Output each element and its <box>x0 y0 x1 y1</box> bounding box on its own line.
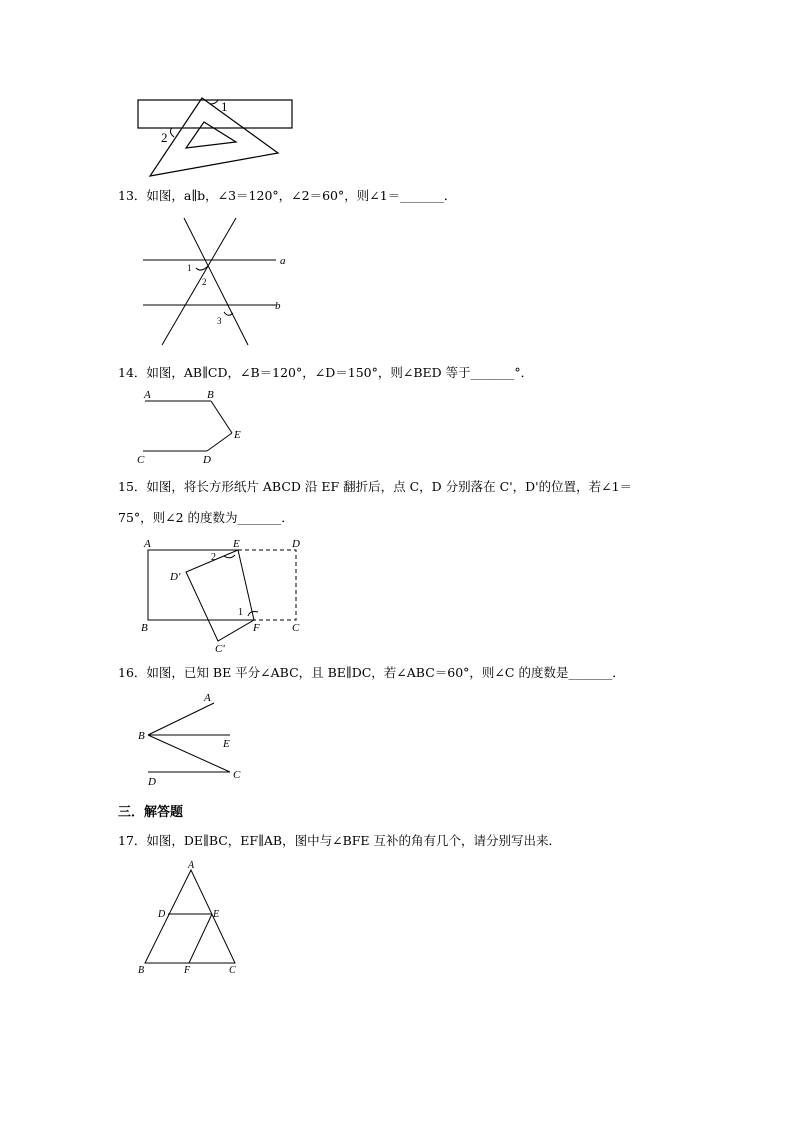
label-2: 2 <box>202 277 207 287</box>
label-F: F <box>253 622 260 634</box>
q13-text: 13．如图，a∥b，∠3＝120°，∠2＝60°，则∠1＝_______． <box>118 188 457 203</box>
label-B: B <box>207 389 214 401</box>
q12-label-2: 2 <box>161 130 168 145</box>
label-3: 3 <box>217 316 222 326</box>
label-E: E <box>234 429 241 441</box>
label-D: D <box>292 538 300 550</box>
ruler-rect <box>138 100 292 128</box>
label-B: B <box>138 730 145 742</box>
segment-bc <box>148 735 230 772</box>
q16-text: 16．如图，已知 BE 平分∠ABC，且 BE∥DC，若∠ABC＝60°，则∠C 的度数是_______． <box>118 665 625 680</box>
angle-2-arc <box>170 128 174 137</box>
q14-figure <box>135 388 255 468</box>
transversal-2 <box>162 218 236 345</box>
label-A: A <box>144 538 151 550</box>
ray-ba <box>148 703 214 735</box>
q14-text: 14．如图，AB∥CD，∠B＝120°，∠D＝150°，则∠BED 等于_______°． <box>118 365 534 380</box>
q13-figure <box>138 215 298 350</box>
q17-text: 17．如图，DE∥BC，EF∥AB，图中与∠BFE 互补的角有几个，请分别写出来． <box>118 833 562 848</box>
q12-figure <box>130 90 300 180</box>
q17-figure <box>135 860 245 980</box>
label-Cp: C' <box>215 643 225 655</box>
label-1: 1 <box>238 607 243 618</box>
label-2: 2 <box>211 552 216 563</box>
label-D: D <box>158 909 166 920</box>
label-A: A <box>188 860 195 871</box>
label-C: C <box>137 454 145 466</box>
q15-line1: 15．如图，将长方形纸片 ABCD 沿 EF 翻折后，点 C，D 分别落在 C'，D'的位置，若∠1＝ <box>118 479 633 494</box>
label-A: A <box>204 692 211 704</box>
label-E: E <box>223 738 230 750</box>
triangle-outer <box>150 98 278 176</box>
q15-figure <box>138 536 313 656</box>
segment-be <box>211 401 232 433</box>
label-C: C <box>233 769 241 781</box>
label-A: A <box>144 389 151 401</box>
section-title: 三．解答题 <box>118 805 184 820</box>
label-B: B <box>141 622 148 634</box>
label-C: C <box>292 622 300 634</box>
label-Dp: D' <box>170 571 181 583</box>
q15-line2: 75°，则∠2 的度数为_______． <box>118 510 294 525</box>
q16-figure <box>134 688 254 788</box>
label-1: 1 <box>187 263 192 273</box>
segment-ed <box>207 433 232 451</box>
label-E: E <box>213 909 220 920</box>
label-F: F <box>184 965 191 976</box>
folded-quad <box>186 550 254 641</box>
rect-dashed-edges <box>238 550 296 620</box>
transversal-1 <box>184 218 248 345</box>
label-D: D <box>203 454 211 466</box>
label-E: E <box>233 538 240 550</box>
label-b: b <box>275 300 281 312</box>
q12-label-1: 1 <box>221 99 228 114</box>
label-a: a <box>280 255 286 267</box>
label-C: C <box>229 965 236 976</box>
label-D: D <box>148 776 156 788</box>
triangle-inner <box>186 122 236 148</box>
label-B: B <box>138 965 145 976</box>
segment-ef <box>189 914 212 963</box>
